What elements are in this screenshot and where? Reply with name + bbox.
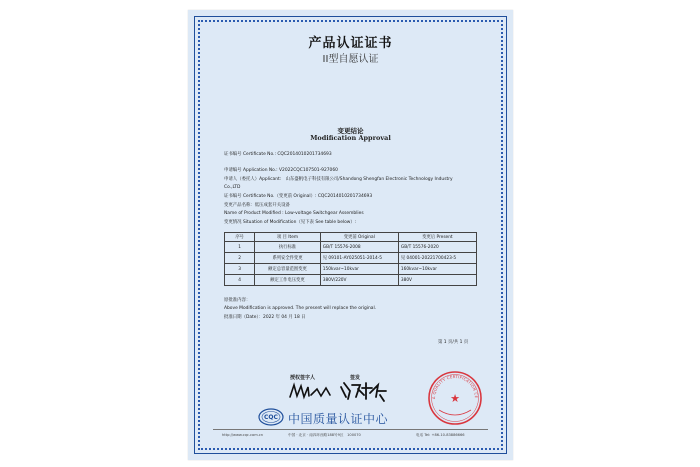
table-row bbox=[225, 275, 477, 286]
modification-heading-en: Modification Approval bbox=[310, 134, 391, 142]
table-header: 序号 bbox=[225, 233, 255, 242]
organization-name: 中国质量认证中心 bbox=[288, 412, 389, 426]
issuer-signature bbox=[338, 379, 390, 403]
table-cell: 见 09101-AY025051-2014-5 bbox=[320, 253, 398, 264]
modification-table bbox=[224, 232, 477, 286]
applicant-line-1: 申请人（委托人）Applicant: 山东盛帆电子科技有限公司/Shandong Shengfan Electronic Technology Industry bbox=[224, 177, 453, 182]
official-seal bbox=[427, 370, 483, 426]
application-number: 申请编号 Application No.: V2022CQC107501-927060 bbox=[224, 168, 338, 173]
table-cell: 系列安全件变更 bbox=[255, 253, 321, 264]
table-cell: 2 bbox=[225, 253, 255, 264]
sign-label: 签发 bbox=[350, 375, 361, 381]
table-header: 变更前 Original bbox=[320, 233, 398, 242]
product-name-en: Name of Product Modified : Low-voltage Switchgear Assemblies bbox=[224, 211, 364, 216]
authorized-signature bbox=[286, 381, 336, 403]
footer-telephone: 电话 Tel: +86-10-83886666 bbox=[416, 433, 465, 437]
table-cell: 380V/220V bbox=[320, 275, 398, 286]
signer-label: 授权签字人 bbox=[290, 375, 316, 381]
approval-note-en: Above Modification is approved. The present will replace the original. bbox=[224, 306, 377, 311]
table-cell: 150kvar~10kvar bbox=[320, 264, 398, 275]
table-cell: GB/T 15576-2020 bbox=[398, 242, 476, 253]
modification-heading-cn: 变更结论 bbox=[337, 127, 364, 135]
certificate-number: 证书编号 Certificate No.: CQC2014010201734693 bbox=[224, 152, 332, 157]
table-cell: 额定工作电压变更 bbox=[255, 275, 321, 286]
table-cell: 1 bbox=[225, 242, 255, 253]
certificate-subtitle: II型自愿认证 bbox=[322, 54, 379, 65]
table-cell: 160kvar~10kvar bbox=[398, 264, 476, 275]
table-cell: GB/T 15576-2008 bbox=[320, 242, 398, 253]
table-row bbox=[225, 242, 477, 253]
page-number: 第 1 页/共 1 页 bbox=[438, 340, 469, 345]
certificate-title: 产品认证证书 bbox=[308, 36, 393, 51]
product-name-cn: 变更产品名称：低压成套开关设备 bbox=[224, 203, 290, 208]
svg-text:★: ★ bbox=[450, 392, 460, 405]
table-cell: 380V bbox=[398, 275, 476, 286]
certificate bbox=[188, 10, 513, 460]
svg-text:CHINA QUALITY CERTIFICATION CE: A QUALITY CERTIFICATION CE bbox=[430, 373, 480, 400]
table-row bbox=[225, 253, 477, 264]
table-cell: 额定总容量范围变更 bbox=[255, 264, 321, 275]
situation-of-modification: 变更情况 Situation of Modification（见下表 See table below）: bbox=[224, 220, 357, 225]
footer-address: 中国 · 北京 · 南四环西路188号9区 100070 bbox=[288, 433, 361, 437]
footer-website: http://www.cqc.com.cn bbox=[222, 433, 264, 437]
svg-text:CQC: CQC bbox=[264, 414, 278, 421]
table-header: 项 目 Item bbox=[255, 233, 321, 242]
original-certificate-number: 证书编号 Certificate No.（变更前 Original）: CQC2014010201734693 bbox=[224, 194, 373, 199]
footer-divider bbox=[213, 429, 488, 430]
table-row bbox=[225, 264, 477, 275]
table-cell: 见 04001-20221700423-5 bbox=[398, 253, 476, 264]
cqc-logo-icon bbox=[258, 408, 284, 426]
applicant-line-2: Co.,LTD bbox=[224, 185, 241, 190]
approval-note-cn: 原批准内容： bbox=[224, 298, 251, 303]
approval-date: 批准日期（Date）：2022 年 04 月 18 日 bbox=[224, 315, 306, 320]
table-cell: 4 bbox=[225, 275, 255, 286]
table-header-row bbox=[225, 233, 477, 242]
table-cell: 执行标准 bbox=[255, 242, 321, 253]
table-cell: 3 bbox=[225, 264, 255, 275]
table-header: 变更后 Present bbox=[398, 233, 476, 242]
